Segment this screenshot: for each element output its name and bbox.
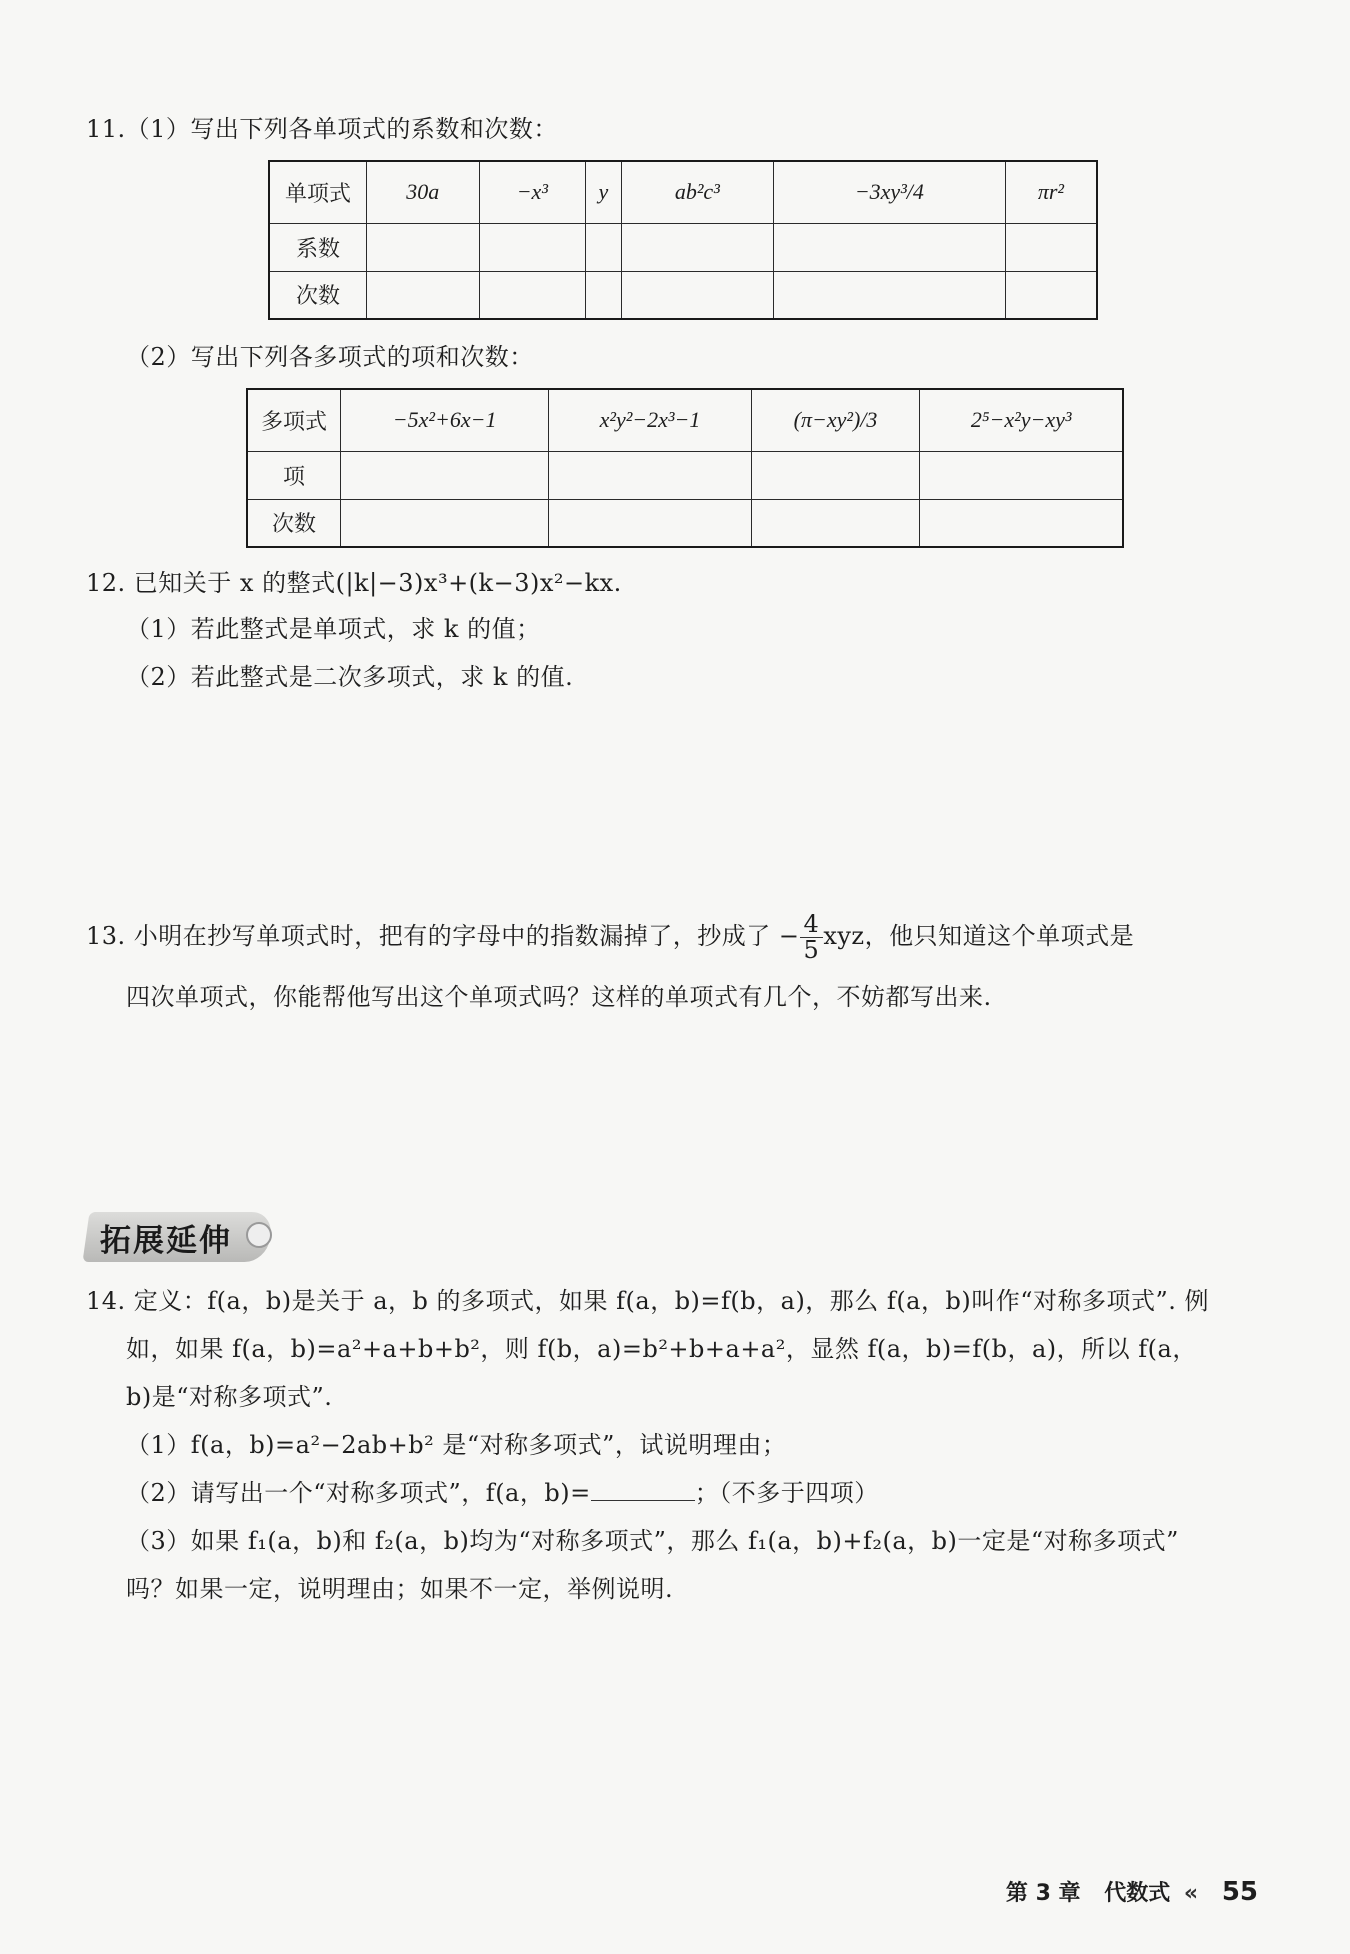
answer-cell[interactable] (621, 223, 773, 271)
monomial-table (268, 160, 1098, 320)
q14-sub1: （1）f(a，b)=a²−2ab+b² 是“对称多项式”，试说明理由； (126, 1431, 787, 1459)
table-cell-polynomial: x²y²−2x³−1 (549, 389, 751, 451)
table-row-label: 次数 (269, 271, 367, 319)
table-cell-polynomial: (π−xy²)/3 (751, 389, 920, 451)
table-cell-polynomial: 2⁵−x²y−xy³ (920, 389, 1123, 451)
chapter-label: 第 3 章 (1005, 1881, 1081, 1906)
answer-cell[interactable] (920, 499, 1123, 547)
answer-cell[interactable] (920, 451, 1123, 499)
fraction: $\frac{4}{5}$ (800, 912, 824, 963)
answer-cell[interactable] (751, 499, 920, 547)
table-row-header: 多项式 (247, 389, 341, 451)
table-cell-monomial: −3xy³/4 (773, 161, 1005, 223)
answer-cell[interactable] (479, 271, 586, 319)
q14-line3: b)是“对称多项式”. (126, 1383, 333, 1411)
q14-sub3-line2: 吗？如果一定，说明理由；如果不一定，举例说明. (126, 1575, 674, 1603)
q13-line1 (86, 906, 1134, 966)
q13-text-b: xyz，他只知道这个单项式是 (823, 922, 1135, 950)
q14-line2: 如，如果 f(a，b)=a²+a+b+b²，则 f(b，a)=b²+b+a+a²，显然 f(a，b)=f(b，a)，所以 f(a， (126, 1335, 1197, 1363)
answer-cell[interactable] (586, 223, 622, 271)
table-row-label: 次数 (247, 499, 341, 547)
answer-cell[interactable] (341, 499, 549, 547)
answer-cell[interactable] (1005, 223, 1097, 271)
answer-cell[interactable] (549, 499, 751, 547)
answer-cell[interactable] (479, 223, 586, 271)
q12-stem: 12. 已知关于 x 的整式(|k|−3)x³+(k−3)x²−kx. (86, 569, 622, 597)
q11-part1-prompt: 11.（1）写出下列各单项式的系数和次数： (86, 115, 558, 143)
q11-part2-prompt: （2）写出下列各多项式的项和次数： (126, 343, 534, 371)
table-cell-monomial: −x³ (479, 161, 586, 223)
q13-text-a: 13. 小明在抄写单项式时，把有的字母中的指数漏掉了，抄成了 − (86, 922, 800, 950)
table-row-label: 系数 (269, 223, 367, 271)
table-cell-monomial: y (586, 161, 622, 223)
table-row-label: 项 (247, 451, 341, 499)
q14-line1: 14. 定义：f(a，b)是关于 a，b 的多项式，如果 f(a，b)=f(b，a)，那么 f(a，b)叫作“对称多项式”. 例 (86, 1287, 1210, 1315)
answer-cell[interactable] (773, 271, 1005, 319)
answer-cell[interactable] (549, 451, 751, 499)
chapter-title: 代数式 (1104, 1881, 1171, 1906)
answer-cell[interactable] (1005, 271, 1097, 319)
table-row-header: 单项式 (269, 161, 367, 223)
q14-sub2: （2）请写出一个“对称多项式”，f(a，b)= ；（不多于四项） (126, 1479, 879, 1507)
table-cell-monomial: 30a (367, 161, 480, 223)
double-chevron-icon: « (1183, 1881, 1199, 1906)
answer-cell[interactable] (621, 271, 773, 319)
q12-sub1: （1）若此整式是单项式，求 k 的值； (126, 615, 541, 643)
page-footer (1006, 1876, 1258, 1907)
polynomial-table (246, 388, 1124, 548)
q12-sub2: （2）若此整式是二次多项式，求 k 的值. (126, 663, 574, 691)
answer-cell[interactable] (773, 223, 1005, 271)
lightbulb-icon (246, 1222, 272, 1248)
table-cell-monomial: πr² (1005, 161, 1097, 223)
page-number: 55 (1221, 1877, 1258, 1907)
answer-cell[interactable] (367, 223, 480, 271)
answer-blank[interactable] (591, 1478, 695, 1501)
table-cell-polynomial: −5x²+6x−1 (341, 389, 549, 451)
q13-line2: 四次单项式，你能帮他写出这个单项式吗？这样的单项式有几个，不妨都写出来. (126, 983, 992, 1011)
q14-sub3-line1: （3）如果 f₁(a，b)和 f₂(a，b)均为“对称多项式”，那么 f₁(a，b)+f₂(a，b)一定是“对称多项式” (126, 1527, 1179, 1555)
answer-cell[interactable] (367, 271, 480, 319)
table-cell-monomial: ab²c³ (621, 161, 773, 223)
section-title: 拓展延伸 (100, 1223, 232, 1259)
answer-cell[interactable] (586, 271, 622, 319)
answer-cell[interactable] (341, 451, 549, 499)
answer-cell[interactable] (751, 451, 920, 499)
